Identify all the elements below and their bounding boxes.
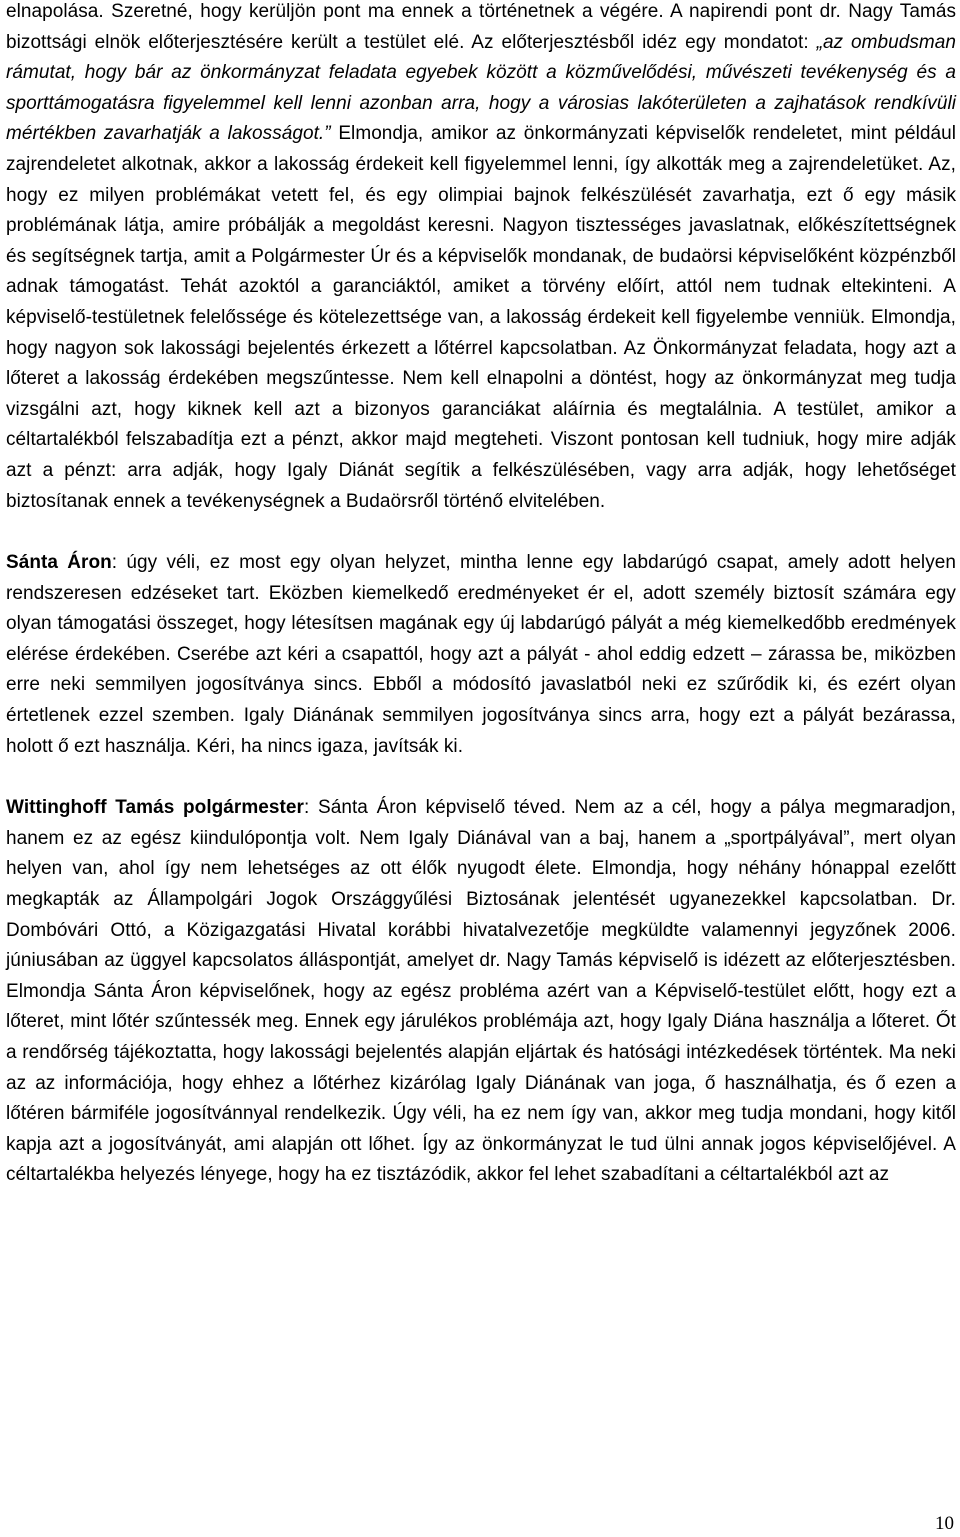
paragraph-body-text: : úgy véli, ez most egy olyan helyzet, mintha lenne egy labdarúgó csapat, amely adott helyen rendszeresen edzéseket tart. Eközben kiemelkedő eredményeket ér el, adott személy biztosít számára egy olyan támogatási összeget, hogy létesítsen magának egy új labdarúgó pályát a még kiemelkedőbb eredmények elérése érdekében. Cserébe azt kéri a csapattól, hogy azt a pályát - ahol eddig edzett – zárassa be, miközben erre neki semmilyen jogosítványa sincs. Ebből a módosító javaslatból neki ez szűrődik ki, és ezért olyan értetlenek ezzel szemben. Igaly Diánának semmilyen jogosítványa sincs arra, hogy ezt a pályát bezárassa, holott ő ezt használja. Kéri, ha nincs igaza, javítsák ki. [6,552,956,757]
page-number: 10 [935,1513,954,1534]
paragraph-body-text: : Sánta Áron képviselő téved. Nem az a cél, hogy a pálya megmaradjon, hanem ez az egész kiindulópontja volt. Nem Igaly Diánával van a baj, hanem a „sportpályával”, mert olyan helyen van, ahol így nem lehetséges az ott élők nyugodt élete. Elmondja, hogy néhány hónappal ezelőtt megkapták az Állampolgári Jogok Országgyűlési Biztosának jelentését ugyanezekkel kapcsolatban. Dr. Dombóvári Ottó, a Közigazgatási Hivatal korábbi hivatalvezetője megküldte valamennyi jegyzőnek 2006. júniusában az üggyel kapcsolatos álláspontját, amelyet dr. Nagy Tamás képviselő is idézett az előterjesztésben. Elmondja Sánta Áron képviselőnek, hogy az egész probléma azért van a Képviselő-testület előtt, hogy ezt a lőteret, mint lőtér szűntessék meg. Ennek egy járulékos problémája azt, hogy Igaly Diána használja a lőteret. Őt a rendőrség tájékoztatta, hogy lakossági bejelentés alapján eljártak és hatósági intézkedések történtek. Ma neki az az információja, hogy ehhez a lőtérhez kizárólag Igaly Diánának van joga, ő használhatja, és ő ezen a lőtéren bármiféle jogosítvánnyal rendelkezik. Úgy véli, ha ez nem így van, akkor meg tudja mondani, hogy kitől kapja azt a jogosítványát, ami alapján ott lőhet. Így az önkormányzat le tud ülni annak jogos képviselőjével. A céltartalékba helyezés lényege, hogy ha ez tisztázódik, akkor fel lehet szabadítani a céltartalékból azt az [6,797,956,1186]
paragraph-lead-text: elnapolása. Szeretné, hogy kerüljön pont ma ennek a történetnek a végére. A napirendi pont dr. Nagy Tamás bizottsági elnök előterjesztésére került a testület elé. Az előterjesztésből idéz egy mondatot: [6,1,956,53]
paragraph-wittinghoff [6,793,956,1191]
paragraph-continuation [6,0,956,517]
paragraph-body-text: Elmondja, amikor az önkormányzati képviselők rendeletet, mint például zajrendeletet alkotnak, akkor a lakosság érdekeit kell figyelemmel lenni, így alkották meg a zajrendeletüket. Az, hogy ez milyen problémákat vetett fel, és egy olimpiai bajnok felkészülését zavarhatja, ezt ő egy másik problémának látja, amire próbálják a megoldást keresni. Nagyon tisztességes javaslatnak, előkészítettségnek és segítségnek tartja, amit a Polgármester Úr és a képviselők mondanak, de budaörsi képviselőként közpénzből adnak támogatást. Tehát azoktól a garanciáktól, amiket a törvény előírt, attól nem tudnak eltekinteni. A képviselő-testületnek felelőssége és kötelezettsége van, a lakosság érdekeit kell figyelembe venniük. Elmondja, hogy nagyon sok lakossági bejelentés érkezett a lőtérrel kapcsolatban. Az Önkormányzat feladata, hogy azt a lőteret a lakosság érdekében megszűntesse. Nem kell elnapolni a döntést, hogy az önkormányzat meg tudja vizsgálni azt, hogy kiknek kell azt a bizonyos garanciákat aláírnia és megtalálnia. A testület, amikor a céltartalékból felszabadítja ezt a pénzt, akkor majd megteheti. Viszont pontosan kell tudniuk, hogy mire adják azt a pénzt: arra adják, hogy Igaly Diánát segítik a felkészülésében, vagy arra adják, hogy lehetőséget biztosítanak ennek a tevékenységnek a Budaörsről történő elvitelében. [6,123,956,512]
speaker-name: Sánta Áron [6,552,112,574]
speaker-name: Wittinghoff Tamás polgármester [6,797,304,819]
document-page [6,0,956,1191]
paragraph-santa-aron [6,548,956,762]
italic-quote: „az ombudsman rámutat, hogy bár az önkormányzat feladata egyebek között a közművelődési, művészeti tevékenység és a sporttámogatásra figyelemmel kell lenni azonban arra, hogy a városias lakóterületen a zajhatások rendkívüli mértékben zavarhatják a lakosságot.” [6,31,956,145]
